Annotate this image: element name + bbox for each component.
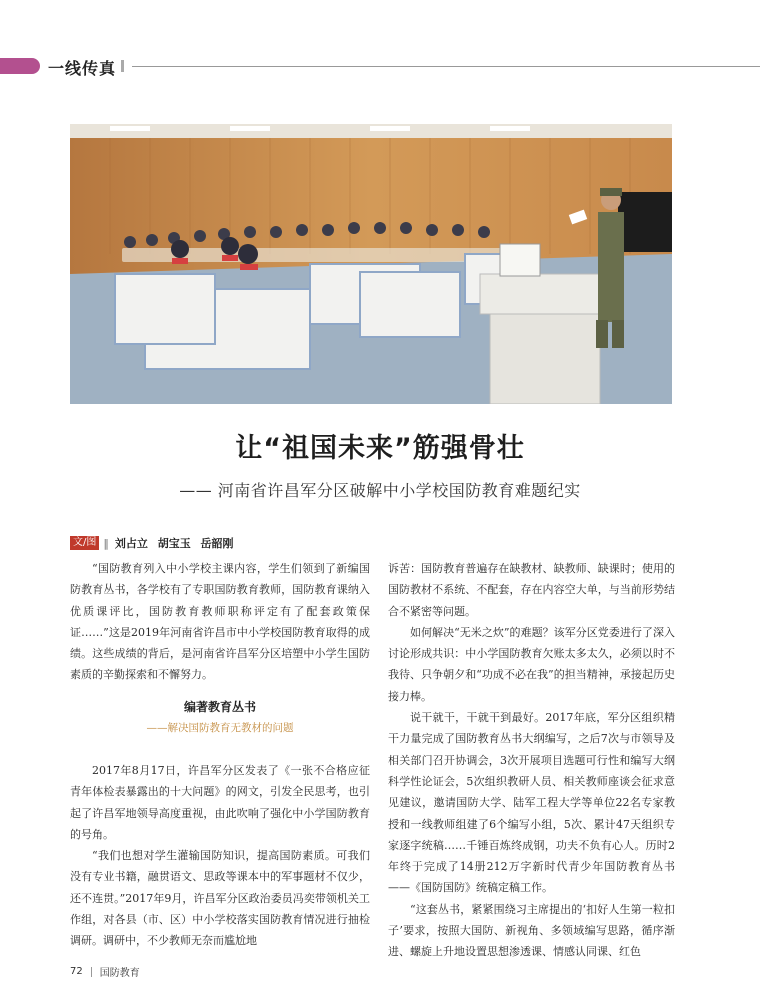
paragraph: 说干就干，干就干到最好。2017年底，军分区组织精干力量完成了国防教育丛书大纲编写，之后7次与市领导及相关部门召开协调会，3次开展项目选题可行性和编写大纲科学性论证会，5次组织教研人员、相关教师座谈会征求意见建议，邀请国防大学、陆军工程大学等单位22名专家教授和一线教师组建了6个编写小组，5次、累计47天组织专家逐字统稿……千锤百炼终成钢，功夫不负有心人。历时2年终于完成了14册212万字新时代青少年国防教育丛书——《国防国防》统稿定稿工作。 bbox=[388, 711, 675, 895]
body-column-left-section bbox=[70, 760, 370, 952]
magazine-name: 国防教育 bbox=[99, 968, 140, 979]
byline-separator: ‖ bbox=[103, 536, 109, 550]
paragraph: “我们也想对学生灌输国防知识，提高国防素质。可我们没有专业书籍，融贯语文、思政等课本中的军事题材不仅少，还不连贯。”2017年9月，许昌军分区政治委员冯奕带领机关工作组，对各县（市、区）中小学校落实国防教育情况进行抽检调研。调研中，不少教师无奈而尴尬地 bbox=[70, 849, 370, 948]
byline-tag: 文/图 bbox=[70, 536, 99, 550]
article-title: 让“祖国未来”筋强骨壮 bbox=[235, 433, 525, 464]
page-number: 72 bbox=[70, 966, 83, 977]
section-label: 一线传真 bbox=[48, 59, 117, 78]
section-subheading: ——解决国防教育无教材的问题 bbox=[146, 722, 294, 734]
footer-divider bbox=[91, 967, 92, 977]
paragraph: 如何解决“无米之炊”的难题？该军分区党委进行了深入讨论形成共识：中小学国防教育欠账太多太久，必须以时不我待、只争朝夕和“功成不必在我”的担当精神，承接起历史接力棒。 bbox=[388, 625, 675, 703]
paragraph: “这套丛书，紧紧围绕习主席提出的‘扣好人生第一粒扣子’要求，按照大国防、新视角、多领域编写思路，循序渐进、螺旋上升地设置思想渗透课、情感认同课、红色 bbox=[388, 902, 675, 959]
paragraph: “国防教育列入中小学校主课内容，学生们领到了新编国防教育丛书，各学校有了专职国防教育教师，国防教育课纳入优质课评比，国防教育教师职称评定有了配套政策保证……”这是2019年河南省许昌市中小学校国防教育取得的成绩。这些成绩的背后，是河南省许昌军分区培塑中小学生国防素质的辛勤探索和不懈努力。 bbox=[70, 562, 370, 682]
byline bbox=[70, 535, 234, 551]
body-column-left-intro bbox=[70, 558, 370, 686]
classroom-photo bbox=[70, 124, 672, 404]
page-footer bbox=[70, 964, 140, 979]
paragraph: 2017年8月17日，许昌军分区发表了《一张不合格应征青年体检表暴露出的十大问题》的网文，引发全民思考，也引起了许昌军地领导高度重视，由此吹响了强化中小学国防教育的号角。 bbox=[70, 764, 370, 841]
section-divider-bar bbox=[121, 60, 124, 72]
paragraph: 诉苦：国防教育普遍存在缺教材、缺教师、缺课时；使用的国防教材不系统、不配套，存在内容空大单，与当前形势结合不紧密等问题。 bbox=[388, 562, 675, 618]
byline-authors: 刘占立 胡宝玉 岳韶刚 bbox=[114, 537, 234, 550]
section-heading: 编著教育丛书 bbox=[183, 700, 256, 714]
body-column-right bbox=[388, 558, 675, 963]
section-tab-marker bbox=[0, 58, 40, 74]
section-header-rule bbox=[132, 66, 760, 67]
article-subtitle: —— 河南省许昌军分区破解中小学校国防教育难题纪实 bbox=[179, 481, 581, 500]
